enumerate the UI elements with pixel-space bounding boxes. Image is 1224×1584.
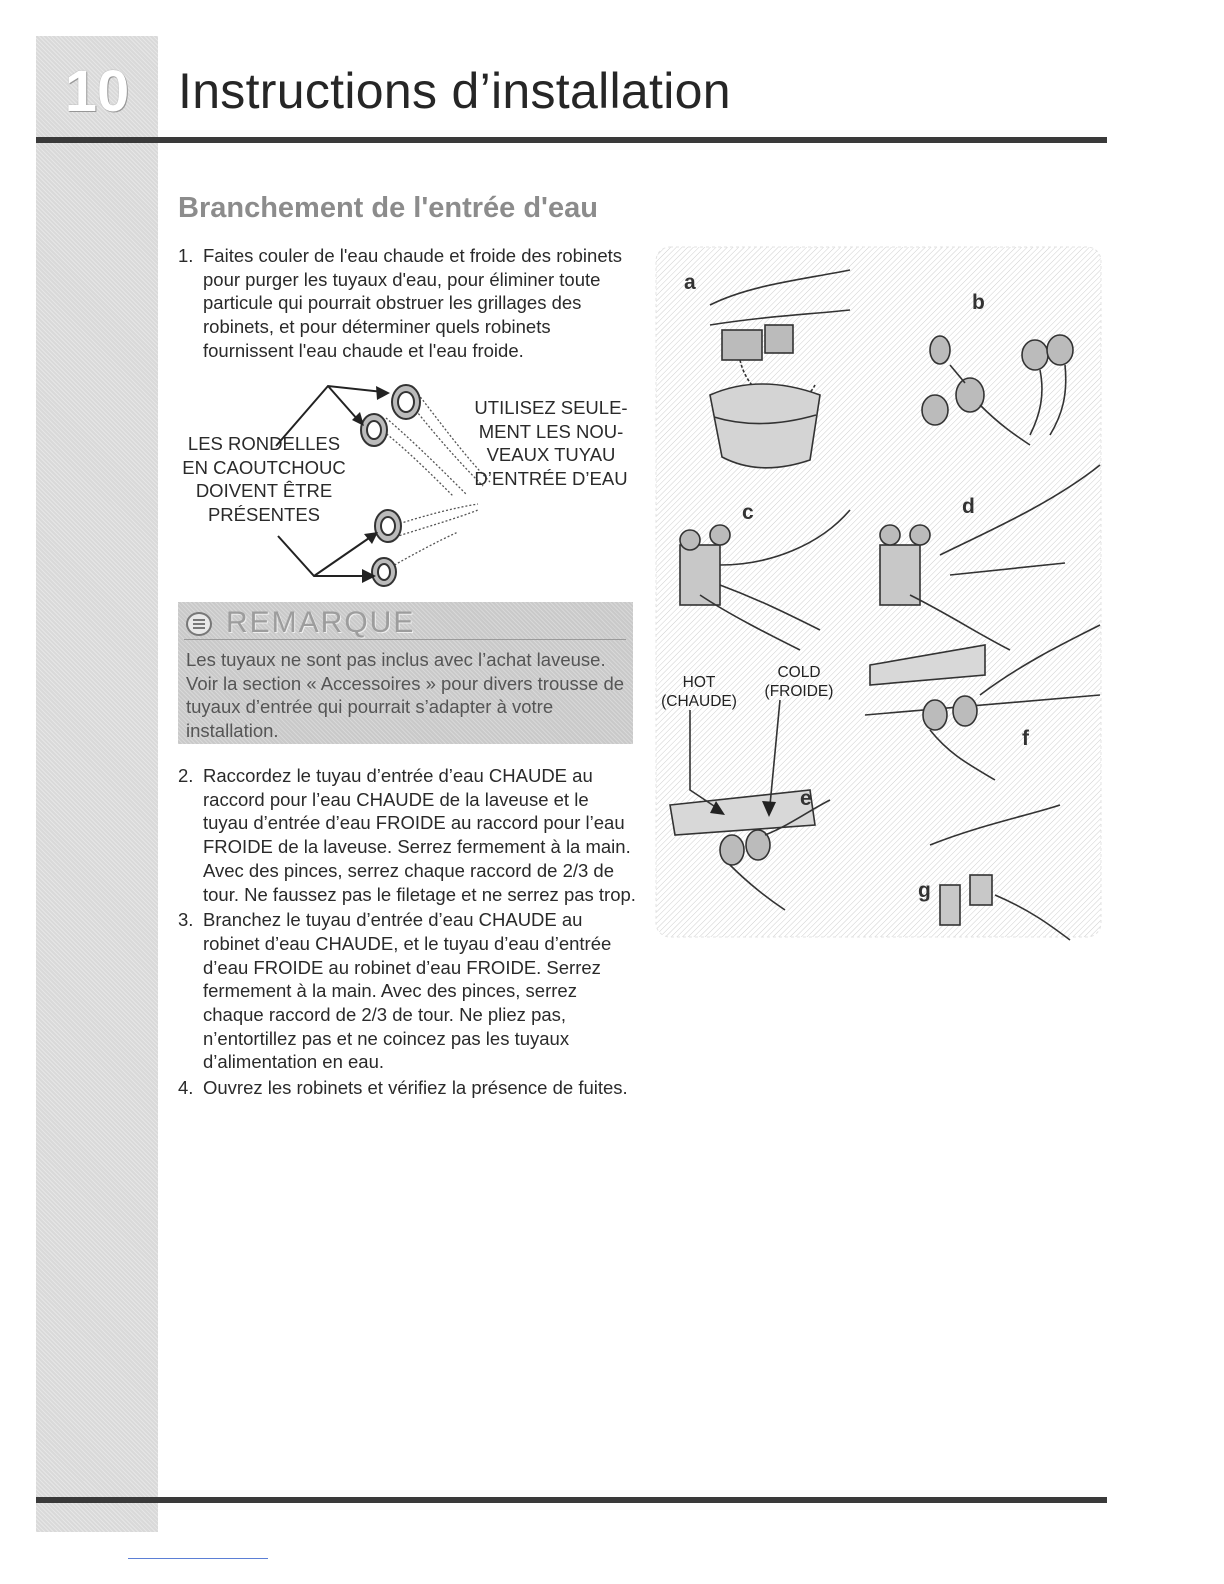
header-rule xyxy=(36,137,1107,143)
hot-label-line: HOT xyxy=(682,674,716,691)
step-item xyxy=(178,764,638,906)
note-title: REMARQUE xyxy=(226,606,416,639)
figure-letter: f xyxy=(1022,727,1029,750)
hose-label-line: VEAUX TUYAU xyxy=(486,444,616,465)
installation-illustration xyxy=(650,245,1105,945)
page-number: 10 xyxy=(64,59,130,124)
hose-label-line: MENT LES NOU- xyxy=(478,420,624,442)
figure-letter: b xyxy=(972,291,985,314)
step-text: Ouvrez les robinets et vérifiez la présence de fuites. xyxy=(203,1077,628,1099)
step-item xyxy=(178,908,638,1074)
step-text: Raccordez le tuyau d’entrée d’eau CHAUDE au raccord pour l’eau CHAUDE de la laveuse et le tuyau d’entrée d’eau FROIDE au raccord pour l’eau FROIDE de la laveuse. Serrez fermement à la main. Avec des pinces, serrez chaque raccord de 2/3 de tour. Ne faussez pas le filetage et ne serrez pas trop. xyxy=(203,765,636,905)
steps-list-second xyxy=(178,764,638,1102)
washer-label-line: PRÉSENTES xyxy=(207,503,321,525)
hose-label-line: UTILISEZ SEULE- xyxy=(474,397,628,418)
step-item xyxy=(178,244,638,363)
side-bar xyxy=(36,36,158,1532)
cold-label xyxy=(754,663,844,701)
cold-label-line: COLD xyxy=(777,664,821,681)
figure-letter: g xyxy=(918,879,931,902)
step-number: 1. xyxy=(178,245,194,266)
note-text: Les tuyaux ne sont pas inclus avec l’achat laveuse. Voir la section « Accessoires » pour divers trousse de tuyaux d’entrée qui pourrait s’adapter à votre installation. xyxy=(186,649,625,741)
step-number: 4. xyxy=(178,1077,194,1099)
note-box xyxy=(178,602,633,744)
note-icon xyxy=(186,612,212,636)
figure-letter: d xyxy=(962,495,975,518)
page-title: Instructions d’installation xyxy=(178,63,731,119)
step-text: Branchez le tuyau d’entrée d’eau CHAUDE au robinet d’eau CHAUDE, et le tuyau d’eau d’entrée d’eau FROIDE au robinet d’eau FROIDE. Serrez fermement à la main. Avec des pinces, serrez chaque raccord de 2/3 de tour. Ne pliez pas, n’entortillez pas et ne coincez pas les tuyaux d’alimentation en eau. xyxy=(203,909,612,1073)
cold-label-line: (FROIDE) xyxy=(764,683,834,700)
washer-label-line: LES RONDELLES xyxy=(187,433,341,454)
footer-rule xyxy=(36,1497,1107,1503)
footer-link-line xyxy=(128,1558,268,1559)
installation-drawing xyxy=(650,245,1105,945)
hot-label xyxy=(654,673,744,711)
step-item xyxy=(178,1076,638,1100)
hot-label-line: (CHAUDE) xyxy=(661,693,737,710)
step-number: 3. xyxy=(178,909,194,931)
note-header xyxy=(186,606,626,638)
hose-label-line: D’ENTRÉE D’EAU xyxy=(474,467,628,489)
washer-label-line: DOIVENT ÊTRE xyxy=(195,480,333,501)
figure-letter: c xyxy=(742,501,754,524)
steps-list-first xyxy=(178,244,638,365)
note-divider xyxy=(184,639,626,640)
figure-letter: a xyxy=(684,271,696,294)
rubber-washer-figure xyxy=(178,376,638,594)
step-text: Faites couler de l'eau chaude et froide des robinets pour purger les tuyaux d'eau, pour éliminer toute particule qui pourrait obstruer les grillages des robinets, et pour déterminer quels robinets fournissent l'eau chaude et l'eau froide. xyxy=(203,245,623,361)
washer-label-line: EN CAOUTCHOUC xyxy=(182,456,346,478)
figure-letter: e xyxy=(800,787,812,810)
step-number: 2. xyxy=(178,765,194,786)
section-title: Branchement de l'entrée d'eau xyxy=(178,192,598,224)
